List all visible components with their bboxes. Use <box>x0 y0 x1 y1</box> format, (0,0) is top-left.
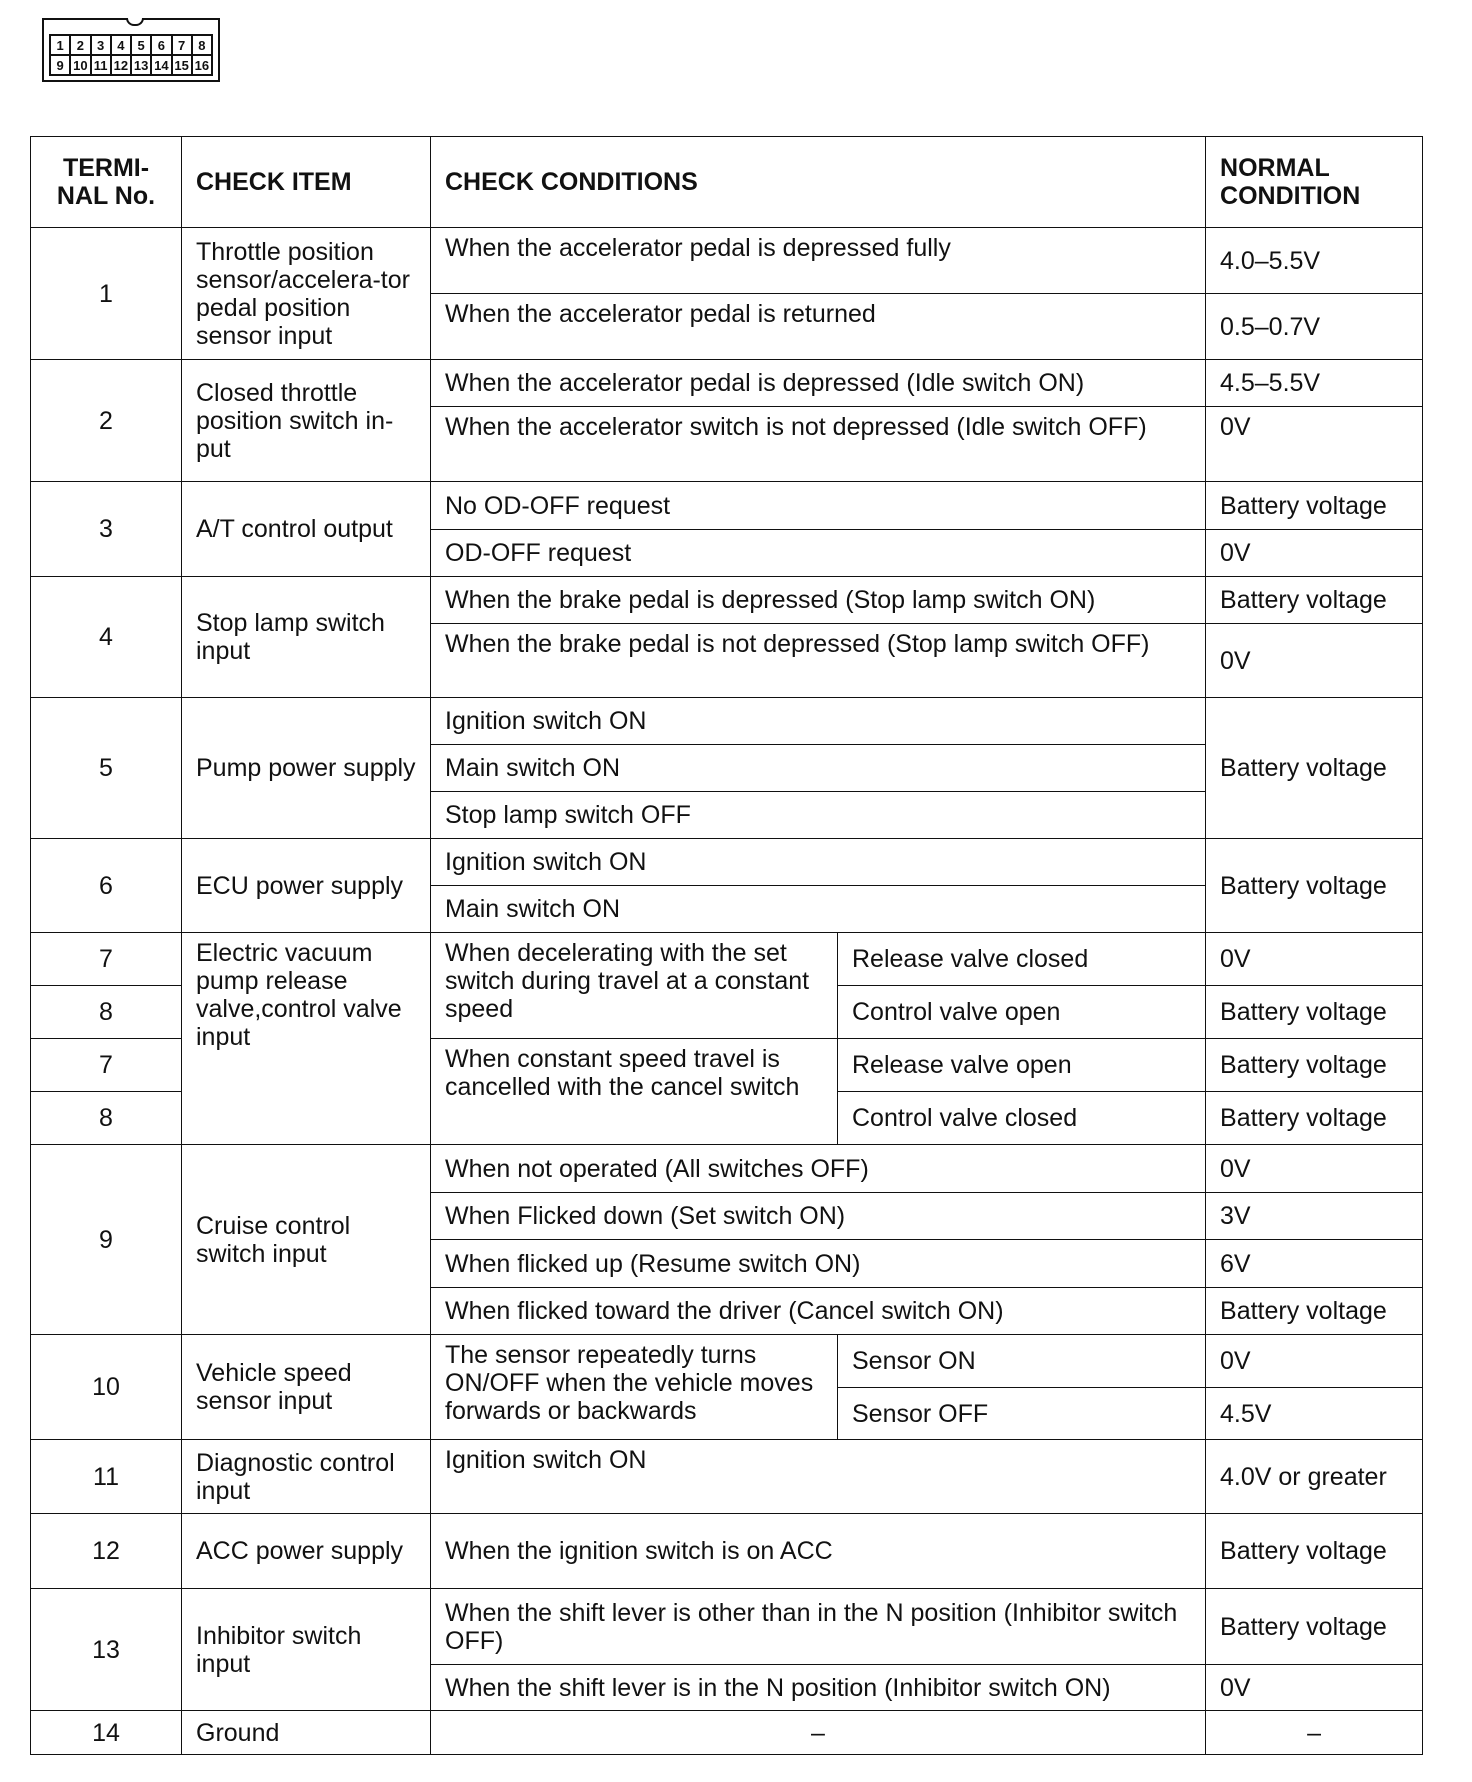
check-condition: When the accelerator pedal is depressed (Idle switch ON) <box>431 360 1206 407</box>
check-item: Vehicle speed sensor input <box>182 1335 431 1440</box>
terminal-number: 2 <box>31 360 182 482</box>
terminal-number: 8 <box>31 1092 182 1145</box>
terminal-number: 10 <box>31 1335 182 1440</box>
check-condition: When the accelerator switch is not depressed (Idle switch OFF) <box>431 407 1206 482</box>
check-sub-condition: Release valve open <box>838 1039 1206 1092</box>
terminal-number: 8 <box>31 986 182 1039</box>
check-sub-condition: Release valve closed <box>838 933 1206 986</box>
check-condition: Main switch ON <box>431 745 1206 792</box>
check-condition: Ignition switch ON <box>431 839 1206 886</box>
connector-pin: 15 <box>172 55 192 75</box>
normal-condition: Battery voltage <box>1206 482 1423 530</box>
connector-pin-grid <box>49 34 213 76</box>
check-condition: When constant speed travel is cancelled with the cancel switch <box>431 1039 838 1145</box>
check-item: Throttle position sensor/accelera-tor pedal position sensor input <box>182 228 431 360</box>
terminal-number: 5 <box>31 698 182 839</box>
table-row <box>31 839 1423 886</box>
header-check-conditions: CHECK CONDITIONS <box>431 137 1206 228</box>
check-item: ECU power supply <box>182 839 431 933</box>
check-condition: The sensor repeatedly turns ON/OFF when the vehicle moves forwards or backwards <box>431 1335 838 1440</box>
table-row <box>31 1589 1423 1665</box>
check-sub-condition: Control valve open <box>838 986 1206 1039</box>
normal-condition: Battery voltage <box>1206 698 1423 839</box>
normal-condition: 4.0–5.5V <box>1206 228 1423 294</box>
check-sub-condition: Control valve closed <box>838 1092 1206 1145</box>
check-condition: When the shift lever is in the N position (Inhibitor switch ON) <box>431 1665 1206 1711</box>
check-condition: Ignition switch ON <box>431 698 1206 745</box>
table-row <box>31 360 1423 407</box>
check-item: ACC power supply <box>182 1514 431 1589</box>
normal-condition: Battery voltage <box>1206 1514 1423 1589</box>
check-condition: Ignition switch ON <box>431 1440 1206 1514</box>
check-item: Inhibitor switch input <box>182 1589 431 1711</box>
connector-pin: 5 <box>131 35 151 55</box>
connector-pin: 12 <box>111 55 131 75</box>
connector-pin: 3 <box>91 35 111 55</box>
normal-condition: Battery voltage <box>1206 1288 1423 1335</box>
header-check-item: CHECK ITEM <box>182 137 431 228</box>
terminal-number: 13 <box>31 1589 182 1711</box>
connector-diagram <box>42 18 220 82</box>
connector-pin: 13 <box>131 55 151 75</box>
normal-condition: Battery voltage <box>1206 577 1423 624</box>
table-row <box>31 1514 1423 1589</box>
check-item: Electric vacuum pump release valve,control valve input <box>182 933 431 1145</box>
check-item: Pump power supply <box>182 698 431 839</box>
normal-condition: 0V <box>1206 1145 1423 1193</box>
check-condition: When flicked up (Resume switch ON) <box>431 1240 1206 1288</box>
check-condition: When the ignition switch is on ACC <box>431 1514 1206 1589</box>
connector-pin: 1 <box>50 35 70 55</box>
connector-pin: 6 <box>151 35 171 55</box>
check-condition: When flicked toward the driver (Cancel switch ON) <box>431 1288 1206 1335</box>
check-condition: – <box>431 1711 1206 1755</box>
header-normal-condition: NORMAL CONDITION <box>1206 137 1423 228</box>
normal-condition: 4.5V <box>1206 1388 1423 1440</box>
connector-pin: 2 <box>70 35 90 55</box>
normal-condition: Battery voltage <box>1206 1092 1423 1145</box>
normal-condition: 0V <box>1206 530 1423 577</box>
check-condition: Stop lamp switch OFF <box>431 792 1206 839</box>
connector-pin: 10 <box>70 55 90 75</box>
normal-condition: 0.5–0.7V <box>1206 294 1423 360</box>
table-row <box>31 1440 1423 1514</box>
check-condition: When the accelerator pedal is returned <box>431 294 1206 360</box>
table-row <box>31 1145 1423 1193</box>
check-sub-condition: Sensor OFF <box>838 1388 1206 1440</box>
terminal-number: 1 <box>31 228 182 360</box>
normal-condition: 0V <box>1206 624 1423 698</box>
check-condition: When the accelerator pedal is depressed fully <box>431 228 1206 294</box>
normal-condition: Battery voltage <box>1206 986 1423 1039</box>
normal-condition: – <box>1206 1711 1423 1755</box>
check-item: Cruise control switch input <box>182 1145 431 1335</box>
normal-condition: Battery voltage <box>1206 1589 1423 1665</box>
table-row <box>31 482 1423 530</box>
check-sub-condition: Sensor ON <box>838 1335 1206 1388</box>
terminal-number: 7 <box>31 1039 182 1092</box>
normal-condition: 4.0V or greater <box>1206 1440 1423 1514</box>
check-condition: When not operated (All switches OFF) <box>431 1145 1206 1193</box>
header-terminal-no: TERMI- NAL No. <box>31 137 182 228</box>
normal-condition: 0V <box>1206 1335 1423 1388</box>
check-item: Closed throttle position switch in-put <box>182 360 431 482</box>
terminal-number: 12 <box>31 1514 182 1589</box>
table-row <box>31 933 1423 986</box>
normal-condition: 3V <box>1206 1193 1423 1240</box>
terminal-number: 6 <box>31 839 182 933</box>
table-row <box>31 1335 1423 1388</box>
terminal-number: 9 <box>31 1145 182 1335</box>
check-condition: When the brake pedal is not depressed (Stop lamp switch OFF) <box>431 624 1206 698</box>
normal-condition: 6V <box>1206 1240 1423 1288</box>
normal-condition: 4.5–5.5V <box>1206 360 1423 407</box>
connector-pin: 8 <box>192 35 212 55</box>
check-item: Stop lamp switch input <box>182 577 431 698</box>
terminal-number: 7 <box>31 933 182 986</box>
check-item: Diagnostic control input <box>182 1440 431 1514</box>
connector-pin: 9 <box>50 55 70 75</box>
check-item: Ground <box>182 1711 431 1755</box>
connector-latch <box>126 18 144 26</box>
table-row <box>31 228 1423 294</box>
check-condition: When the brake pedal is depressed (Stop lamp switch ON) <box>431 577 1206 624</box>
check-condition: When decelerating with the set switch during travel at a constant speed <box>431 933 838 1039</box>
table-header-row <box>31 137 1423 228</box>
check-condition: When Flicked down (Set switch ON) <box>431 1193 1206 1240</box>
connector-pin: 11 <box>91 55 111 75</box>
check-item: A/T control output <box>182 482 431 577</box>
normal-condition: 0V <box>1206 1665 1423 1711</box>
normal-condition: 0V <box>1206 933 1423 986</box>
table-row <box>31 1711 1423 1755</box>
table-row <box>31 698 1423 745</box>
normal-condition: Battery voltage <box>1206 1039 1423 1092</box>
connector-pin: 14 <box>151 55 171 75</box>
terminal-number: 14 <box>31 1711 182 1755</box>
normal-condition: Battery voltage <box>1206 839 1423 933</box>
normal-condition: 0V <box>1206 407 1423 482</box>
check-condition: When the shift lever is other than in the N position (Inhibitor switch OFF) <box>431 1589 1206 1665</box>
check-condition: No OD-OFF request <box>431 482 1206 530</box>
connector-pin: 7 <box>172 35 192 55</box>
terminal-number: 3 <box>31 482 182 577</box>
connector-pin: 16 <box>192 55 212 75</box>
table-row <box>31 577 1423 624</box>
terminal-check-table <box>30 136 1423 1755</box>
check-condition: OD-OFF request <box>431 530 1206 577</box>
check-condition: Main switch ON <box>431 886 1206 933</box>
terminal-number: 11 <box>31 1440 182 1514</box>
terminal-number: 4 <box>31 577 182 698</box>
connector-pin: 4 <box>111 35 131 55</box>
